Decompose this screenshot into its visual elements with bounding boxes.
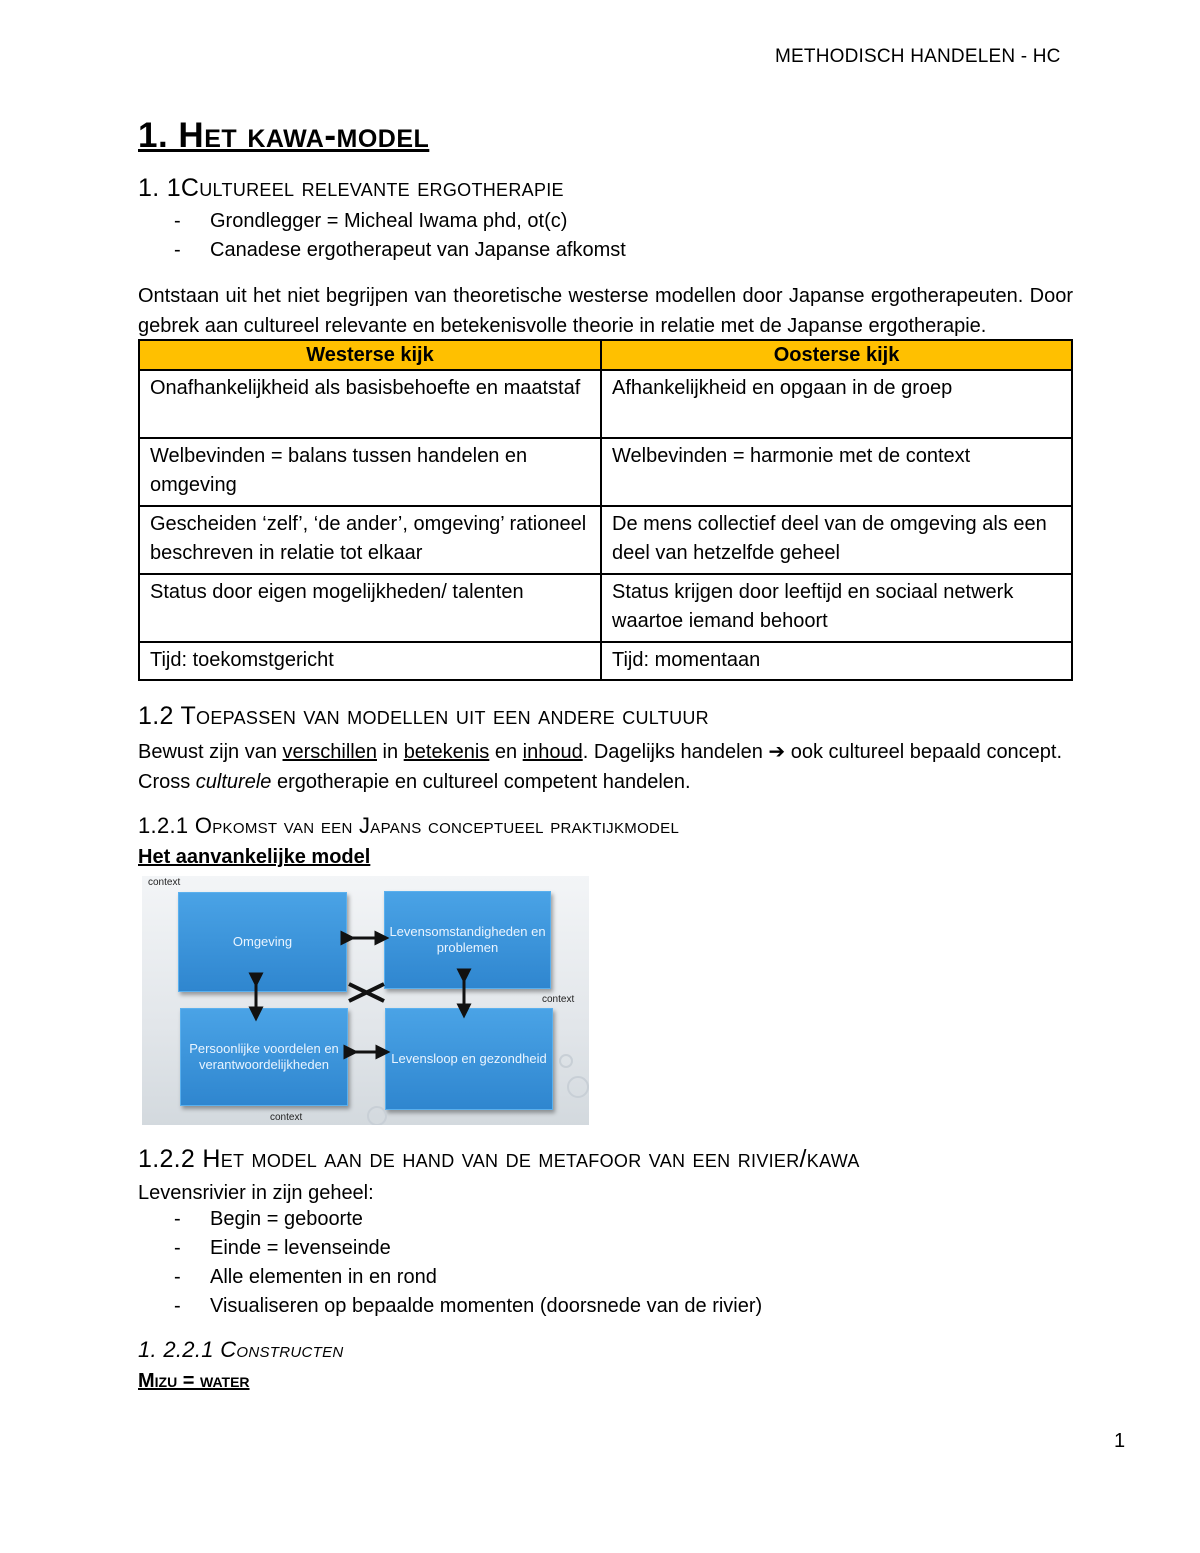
water-drop-decoration [568,1077,588,1097]
diagram-box-levensloop: Levensloop en gezondheid [385,1008,553,1110]
bullet-list-1-2-2 [138,1205,762,1321]
context-label: context [270,1112,303,1123]
paragraph-1-2: Bewust zijn van verschillen in betekenis en inhoud. Dagelijks handelen ➔ ook cultureel bepaald concept. Cross culturele ergotherapie en cultureel competent handelen. [138,741,1063,793]
table-cell: Tijd: momentaan [601,642,1072,680]
context-label: context [542,994,575,1005]
section-heading-1-1: 1. 1Cultureel relevante ergotherapie [138,174,564,202]
italic-word: culturele [195,771,272,793]
table-row [139,574,1072,642]
list-item: - Grondlegger = Micheal Iwama phd, ot(c) [138,207,626,236]
list-item: - Visualiseren op bepaalde momenten (doorsnede van de rivier) [138,1292,762,1321]
list-item: - Begin = geboorte [138,1205,762,1234]
underlined-word: inhoud [522,741,583,763]
diagram-arrows [142,876,589,1125]
dash-bullet: - [174,1266,181,1288]
diagram-box-levensomstandigheden: Levensomstandigheden en problemen [384,891,551,989]
section-heading-1-2-1: 1.2.1 Opkomst van een Japans conceptueel praktijkmodel [138,813,680,838]
column-header-west: Westerse kijk [139,340,601,370]
table-header-row [139,340,1072,370]
context-label: context [148,877,181,888]
dash-bullet: - [174,210,181,232]
dash-bullet: - [174,239,181,261]
water-drop-decoration [368,1107,386,1125]
intro-paragraph: Ontstaan uit het niet begrijpen van theoretische westerse modellen door Japanse ergotherapeuten. Door gebrek aan cultureel relevante en betekenisvolle theorie in relatie met de Japanse ergotherapie. [138,285,1073,337]
table-cell: Onafhankelijkheid als basisbehoefte en maatstaf [139,370,601,438]
running-header: METHODISCH HANDELEN - HC [775,46,1061,67]
list-item: - Alle elementen in en rond [138,1263,762,1292]
section-heading-1-2: 1.2 Toepassen van modellen uit een andere cultuur [138,702,709,730]
column-header-east: Oosterse kijk [601,340,1072,370]
underlined-word: betekenis [403,741,490,763]
table-row [139,438,1072,506]
table-cell: Status door eigen mogelijkheden/ talenten [139,574,601,642]
page-number: 1 [1114,1430,1126,1452]
subheading-initial-model: Het aanvankelijke model [138,846,371,868]
chapter-heading: 1. Het kawa-model [138,116,430,155]
dash-bullet: - [174,1295,181,1317]
table-cell: Welbevinden = harmonie met de context [601,438,1072,506]
subheading-mizu: Mizu = water [138,1370,250,1392]
comparison-table [138,339,1073,681]
dash-bullet: - [174,1237,181,1259]
list-item: - Canadese ergotherapeut van Japanse afkomst [138,236,626,265]
table-cell: De mens collectief deel van de omgeving als een deel van hetzelfde geheel [601,506,1072,574]
bullet-list-1-1 [138,207,626,265]
table-cell: Tijd: toekomstgericht [139,642,601,680]
table-cell: Gescheiden ‘zelf’, ‘de ander’, omgeving’ rationeel beschreven in relatie tot elkaar [139,506,601,574]
underlined-word: verschillen [282,741,377,763]
river-intro: Levensrivier in zijn geheel: [138,1182,374,1204]
section-heading-1-2-2-1: 1. 2.2.1 Constructen [138,1337,344,1362]
table-cell: Afhankelijkheid en opgaan in de groep [601,370,1072,438]
table-cell: Welbevinden = balans tussen handelen en omgeving [139,438,601,506]
initial-model-diagram [142,876,589,1125]
table-row [139,642,1072,680]
table-row [139,506,1072,574]
water-drop-decoration [560,1055,572,1067]
section-heading-1-2-2: 1.2.2 Het model aan de hand van de metafoor van een rivier/kawa [138,1145,860,1173]
dash-bullet: - [174,1208,181,1230]
table-cell: Status krijgen door leeftijd en sociaal netwerk waartoe iemand behoort [601,574,1072,642]
diagram-box-persoonlijke-voordelen: Persoonlijke voordelen en verantwoordelijkheden [180,1008,348,1106]
table-row [139,370,1072,438]
diagram-box-omgeving: Omgeving [178,892,347,992]
arrow-right-icon: ➔ [768,741,786,763]
list-item: - Einde = levenseinde [138,1234,762,1263]
